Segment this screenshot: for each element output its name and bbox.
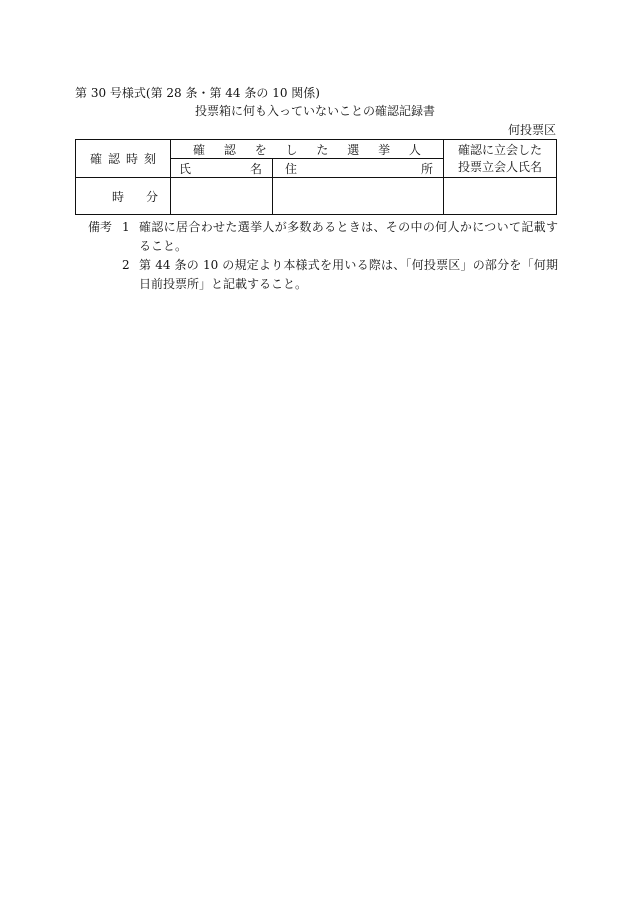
polling-district-label: 何投票区 bbox=[507, 123, 556, 137]
spread-char: 人 bbox=[408, 142, 421, 157]
time-entry-cell[interactable] bbox=[76, 178, 171, 215]
voter-address-entry-cell[interactable] bbox=[273, 178, 444, 215]
spread-char: 確 bbox=[193, 142, 206, 157]
spread-char: 時 bbox=[125, 152, 138, 166]
spread-char: 氏 bbox=[179, 161, 192, 176]
spread-char: た bbox=[316, 142, 329, 157]
hour-label: 時 bbox=[112, 189, 125, 204]
spread-char: し bbox=[285, 142, 298, 157]
spread-text bbox=[285, 160, 433, 177]
spread-char: を bbox=[254, 142, 267, 157]
spread-char: 挙 bbox=[378, 142, 391, 157]
witness-name-entry-cell[interactable] bbox=[444, 178, 557, 215]
document-title: 投票箱に何も入っていないことの確認記録書 bbox=[194, 104, 435, 118]
voter-name-entry-cell[interactable] bbox=[171, 178, 273, 215]
spread-char: 確 bbox=[90, 152, 103, 166]
spread-char: 選 bbox=[347, 142, 360, 157]
spread-char: 刻 bbox=[143, 152, 156, 166]
spread-char: 所 bbox=[420, 161, 433, 176]
confirmation-time-header bbox=[76, 140, 171, 178]
note-text: 確認に居合わせた選挙人が多数あるときは、その中の何人かについて記載すること。 bbox=[139, 220, 558, 253]
notes-heading: 備考 bbox=[88, 220, 113, 234]
voter-address-subheader bbox=[273, 159, 444, 178]
note-item bbox=[122, 218, 558, 256]
spread-char: 住 bbox=[285, 161, 298, 176]
time-entry-labels bbox=[112, 188, 158, 205]
note-number: 1 bbox=[122, 220, 130, 234]
spread-char: 名 bbox=[249, 161, 262, 176]
witness-header-line-1: 確認に立会した bbox=[457, 142, 542, 157]
note-item bbox=[122, 256, 558, 294]
voter-name-subheader bbox=[171, 159, 273, 178]
minute-label: 分 bbox=[145, 189, 158, 204]
witness-name-header bbox=[444, 140, 557, 178]
spread-text bbox=[90, 150, 156, 167]
spread-char: 認 bbox=[223, 142, 236, 157]
confirming-voter-header bbox=[171, 140, 444, 159]
spread-text bbox=[193, 141, 421, 158]
form-number-label: 第 30 号様式(第 28 条・第 44 条の 10 関係) bbox=[75, 86, 320, 100]
spread-char: 認 bbox=[107, 152, 120, 166]
confirmation-record-table bbox=[75, 139, 557, 215]
note-text: 第 44 条の 10 の規定より本様式を用いる際は、「何投票区」の部分を「何期日前投票所」と記載すること。 bbox=[139, 258, 558, 291]
spread-text bbox=[179, 160, 262, 177]
witness-header-line-2: 投票立会人氏名 bbox=[457, 159, 542, 174]
note-number: 2 bbox=[122, 258, 130, 272]
